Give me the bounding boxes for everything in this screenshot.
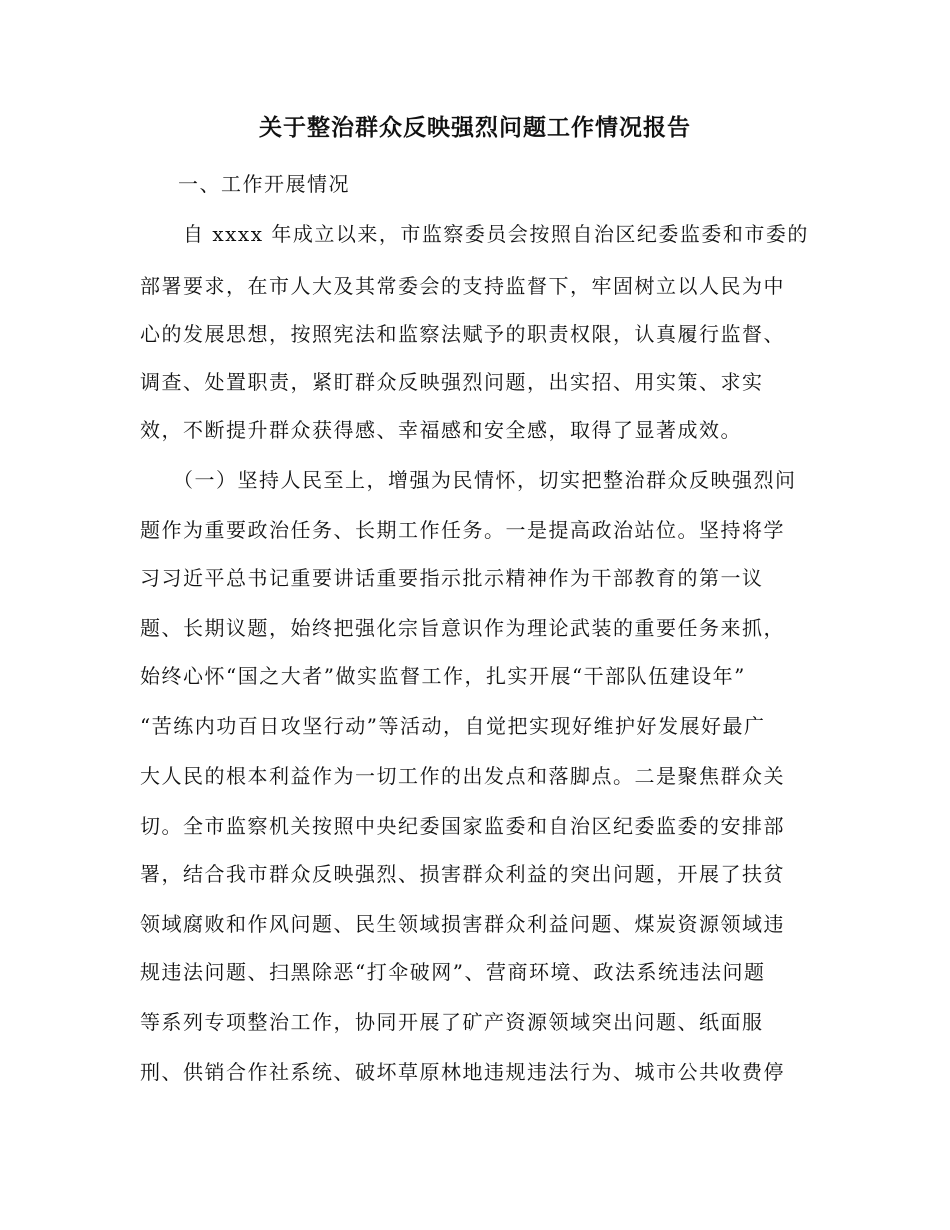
body-line: “苦练内功百日攻坚行动”等活动，自觉把实现好维护好发展好最广: [140, 714, 766, 738]
body-line: 等系列专项整治工作，协同开展了矿产资源领域突出问题、纸面服: [140, 1010, 764, 1034]
body-line: 题作为重要政治任务、长期工作任务。一是提高政治站位。坚持将学: [140, 518, 785, 542]
body-line: 切。全市监察机关按照中央纪委国家监委和自治区纪委监委的安排部: [140, 814, 785, 838]
document-title: 关于整治群众反映强烈问题工作情况报告: [259, 114, 691, 141]
body-line: （一）坚持人民至上，增强为民情怀，切实把整治群众反映强烈问: [140, 468, 797, 492]
body-line: 题、长期议题，始终把强化宗旨意识作为理论武装的重要任务来抓，: [140, 616, 785, 640]
body-line: 部署要求，在市人大及其常委会的支持监督下，牢固树立以人民为中: [140, 274, 785, 298]
body-line: 效，不断提升群众获得感、幸福感和安全感，取得了显著成效。: [140, 418, 742, 442]
body-line: 大人民的根本利益作为一切工作的出发点和落脚点。二是聚焦群众关: [140, 764, 785, 788]
body-line: 规违法问题、扫黑除恶“打伞破网”、营商环境、政法系统违法问题: [140, 960, 766, 984]
body-line: 自 xxxx 年成立以来，市监察委员会按照自治区纪委监委和市委的: [140, 222, 809, 246]
body-line: 调查、处置职责，紧盯群众反映强烈问题，出实招、用实策、求实: [140, 370, 764, 394]
body-line: 刑、供销合作社系统、破坏草原林地违规违法行为、城市公共收费停: [140, 1060, 785, 1084]
section-heading: 一、工作开展情况: [178, 172, 350, 196]
body-line: 领域腐败和作风问题、民生领域损害群众利益问题、煤炭资源领域违: [140, 912, 785, 936]
body-line: 心的发展思想，按照宪法和监察法赋予的职责权限，认真履行监督、: [140, 322, 785, 346]
body-line: 习习近平总书记重要讲话重要指示批示精神作为干部教育的第一议: [140, 566, 764, 590]
body-line: 始终心怀“国之大者”做实监督工作，扎实开展“干部队伍建设年”: [140, 664, 746, 688]
body-line: 署，结合我市群众反映强烈、损害群众利益的突出问题，开展了扶贫: [140, 862, 785, 886]
